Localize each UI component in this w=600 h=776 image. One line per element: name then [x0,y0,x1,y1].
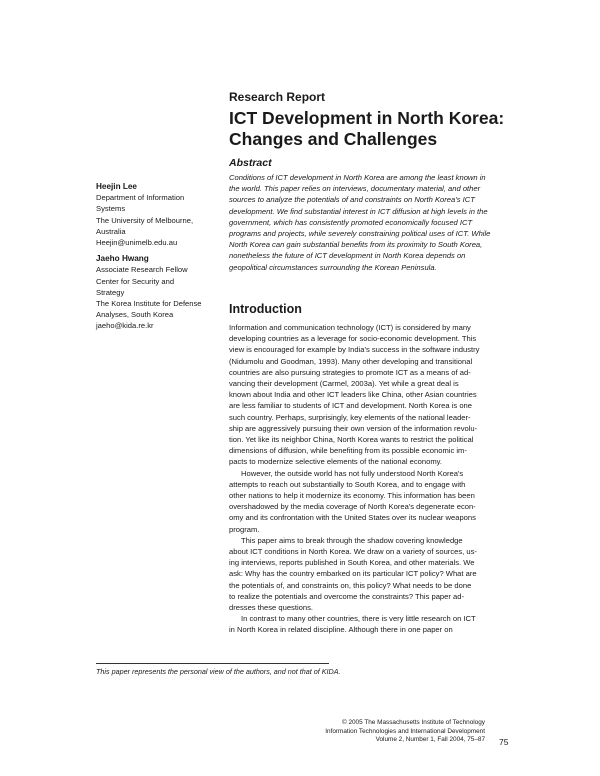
journal-name: Information Technologies and International Development [325,727,485,735]
journal-imprint [290,719,485,745]
author-email[interactable]: jaeho@kida.re.kr [96,321,154,331]
introduction-body [229,322,509,636]
body-line: known about India and other ICT leaders like China, other Asian countries [229,390,477,400]
author-affiliation-line: Australia [96,226,126,236]
body-line: to realize the potentials and overcome the constraints? This paper ad- [229,591,464,601]
body-line: ship are aggressively pursuing their own version of the information revolu- [229,423,478,433]
author-block [96,181,221,248]
author-affiliation-line: Department of Information [96,193,185,203]
body-line: In contrast to many other countries, there is very little research on ICT [241,614,476,624]
abstract-line: nonetheless the future of ICT development in North Korea depends on [229,251,466,261]
author-affiliation-line: The University of Melbourne, [96,215,194,225]
body-line: vancing their development (Carmel, 2003a). Yet while a great deal is [229,379,459,389]
body-line: pacts to modernize selective elements of the national economy. [229,457,443,467]
abstract-line: sources to analyze the potentials of and constraints on North Korea's ICT [229,195,475,205]
body-line: Information and communication technology (ICT) is considered by many [229,323,471,332]
body-line: dresses these questions. [229,603,314,613]
body-line: about ICT conditions in North Korea. We draw on a variety of sources, us- [229,547,477,557]
body-paragraph [229,535,509,613]
body-line: ing interviews, reports published in South Korea, and other materials. We [229,558,475,568]
author-sidebar [96,181,221,332]
footnote-rule [96,663,329,664]
author-affiliation-line: The Korea Institute for Defense [96,299,202,309]
body-paragraph [229,613,509,635]
body-line: ask: Why has the country embarked on its particular ICT policy? What are [229,569,477,579]
body-line: (Nidumolu and Goodman, 1993). Many other developing and transitional [229,356,473,366]
author-affiliation-line: Center for Security and [96,276,175,286]
page-number: 75 [499,737,509,747]
abstract-line: North Korea can gain substantial benefits from its proximity to South Korea, [229,240,483,250]
paper-title: ICT Development in North Korea: Changes and Challenges [229,108,505,149]
body-line: the potentials of, and constraints on, this policy? What needs to be done [229,580,472,590]
introduction-heading: Introduction [229,302,302,316]
body-paragraph [229,322,509,468]
footnote: This paper represents the personal view of the authors, and not that of KIDA. [96,667,341,676]
body-paragraph [229,468,509,535]
author-name: Heejin Lee [96,182,137,191]
body-line: omy and its confrontation with the United States over its nuclear weapons [229,513,476,523]
abstract-line: the world. This paper relies on interviews, documentary material, and other [229,184,481,194]
abstract-line: geopolitical circumstances surrounding the Korean Peninsula. [229,262,437,272]
body-line: countries are also pursuing strategies to promote ICT as a means of ad- [229,367,471,377]
volume-info: Volume 2, Number 1, Fall 2004, 75–87 [375,736,485,743]
copyright-line: © 2005 The Massachusetts Institute of Technology [341,719,485,726]
body-line: developing countries as a leverage for socio-economic development. This [229,334,477,344]
author-affiliation-line: Strategy [96,287,125,297]
body-line: view is encouraged for example by India's success in the software industry [229,345,480,355]
author-email[interactable]: Heejin@unimelb.edu.au [96,238,178,248]
report-type-label: Research Report [229,90,326,104]
author-name: Jaeho Hwang [96,254,149,264]
body-line: tion. Yet like its neighbor China, North Korea wants to restrict the political [229,435,474,445]
body-line: This paper aims to break through the shadow covering knowledge [241,535,463,545]
body-line: are less familiar to students of ICT and development. North Korea is one [229,401,472,411]
body-line: dimensions of diffusion, while benefiting from its possible economic im- [229,446,467,456]
body-line: other nations to help it modernize its economy. This information has been [229,491,475,501]
author-block [96,253,221,331]
body-line: in North Korea in related discipline. Although there in one paper on [229,625,453,635]
author-affiliation-line: Associate Research Fellow [96,265,188,275]
author-affiliation-line: Analyses, South Korea [96,310,174,320]
abstract-line: programs and projects, while severely constraining political uses of ICT. While [229,229,491,239]
abstract-text [229,172,509,273]
author-affiliation-line: Systems [96,204,126,214]
body-line: However, the outside world has not fully understood North Korea's [241,468,464,478]
abstract-line: Conditions of ICT development in North Korea are among the least known in [229,173,486,182]
abstract-heading: Abstract [229,157,272,169]
body-line: overshadowed by the media coverage of North Korea's degenerate econ- [229,502,476,512]
body-line: such country. Perhaps, surprisingly, key elements of the national leader- [229,412,471,422]
abstract-line: government, which has consistently promoted economically focused ICT [229,217,473,227]
abstract-line: development. We find substantial interest in ICT diffusion at high levels in the [229,206,488,216]
body-line: program. [229,524,260,534]
body-line: attempts to reach out substantially to South Korea, and to engage with [229,479,466,489]
